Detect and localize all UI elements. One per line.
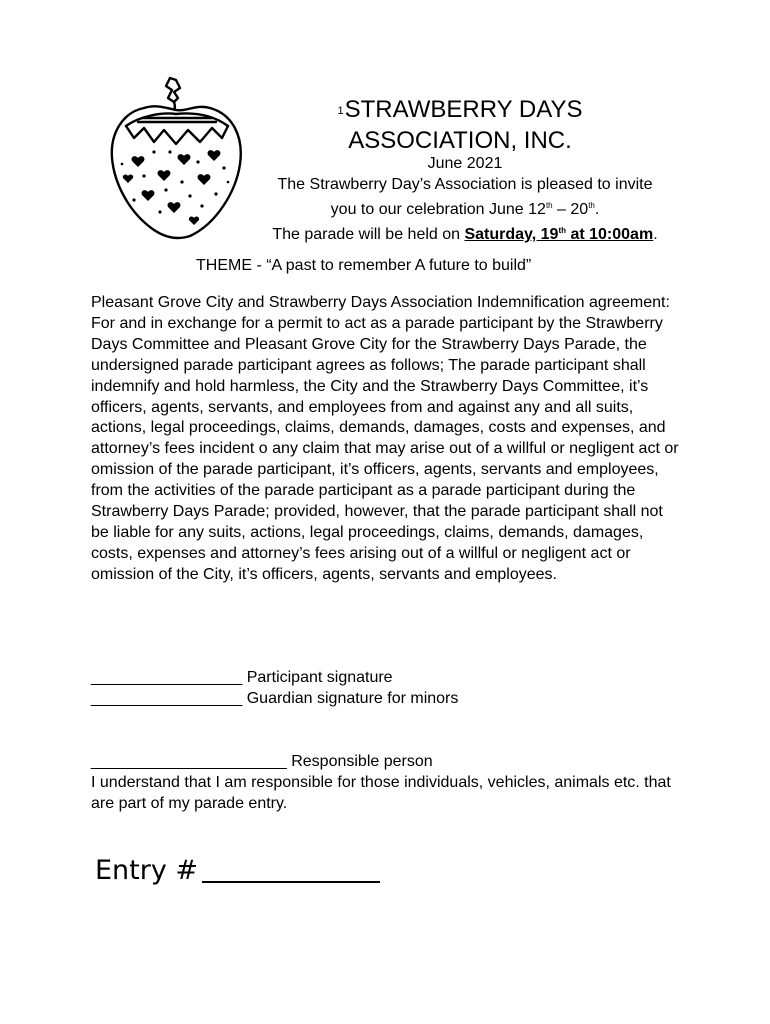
agreement-heading: Pleasant Grove City and Strawberry Days Association Indemnification agreement: [91, 294, 670, 311]
invitation-line-1: The Strawberry Day’s Association is pleased to invite [277, 176, 653, 193]
parade-theme: THEME - “A past to remember A future to build” [196, 257, 532, 274]
responsibility-statement: I understand that I am responsible for those individuals, vehicles, animals etc. that are part of my parade entry. [91, 774, 671, 812]
entry-label: Entry # [95, 855, 199, 886]
agreement-body: For and in exchange for a permit to act as a parade participant by the Strawberry Days Committee and Pleasant Grove City for the Strawberry Days Parade, the undersigned parade participant agrees as follows; The parade participant shall indemnify and hold harmless, the City and the Strawberry Days Committee, it’s officers, agents, servants, and employees from and against any and all suits, actions, legal proceedings, claims, demands, damages, costs and expenses, and attorney’s fees incident o any claim that may arise out of a willful or negligent act or omission of the parade participant, it’s officers, agents, servants and employees, from the activities of the parade participant as a parade participant during the Strawberry Days Parade; provided, however, that the parade participant shall not be liable for any suits, actions, legal proceedings, claims, demands, damages, costs, expenses and attorney’s fees arising out of a willful or negligent act or omission of the City, it’s officers, agents, servants and employees. [91, 314, 679, 583]
period: . [594, 201, 600, 218]
responsible-person-line[interactable]: ______________________ Responsible person [91, 753, 433, 770]
invitation-date: June 2021 [427, 155, 503, 172]
entry-number-field[interactable] [95, 853, 380, 889]
guardian-signature-line[interactable]: _________________ Guardian signature for minors [91, 690, 459, 707]
celebration-dates-end: – 20 [552, 201, 589, 218]
invitation-line-3 [236, 220, 694, 245]
invitation-intro [236, 153, 694, 245]
association-title [300, 95, 620, 155]
participant-signature-line[interactable]: _________________ Participant signature [91, 669, 393, 686]
parade-time: at 10:00am [566, 226, 654, 243]
org-name-line-2: ASSOCIATION, INC. [348, 127, 572, 154]
strawberry-logo-icon [104, 72, 246, 242]
parade-datetime [464, 226, 653, 243]
indemnification-agreement [91, 293, 679, 586]
parade-text: The parade will be held on [272, 226, 465, 243]
celebration-dates-start: you to our celebration June 12 [330, 201, 546, 218]
ordinal-suffix: th [545, 201, 553, 210]
ordinal-suffix: th [558, 226, 567, 235]
org-name-line-1: STRAWBERRY DAYS [344, 96, 583, 123]
invitation-line-2 [236, 195, 694, 220]
ordinal-suffix: th [588, 201, 595, 210]
title-line-1 [300, 95, 620, 126]
period: . [653, 226, 658, 243]
footnote-mark: 1 [337, 105, 344, 117]
entry-number-blank[interactable] [202, 880, 380, 883]
parade-day: Saturday, 19 [464, 226, 559, 243]
